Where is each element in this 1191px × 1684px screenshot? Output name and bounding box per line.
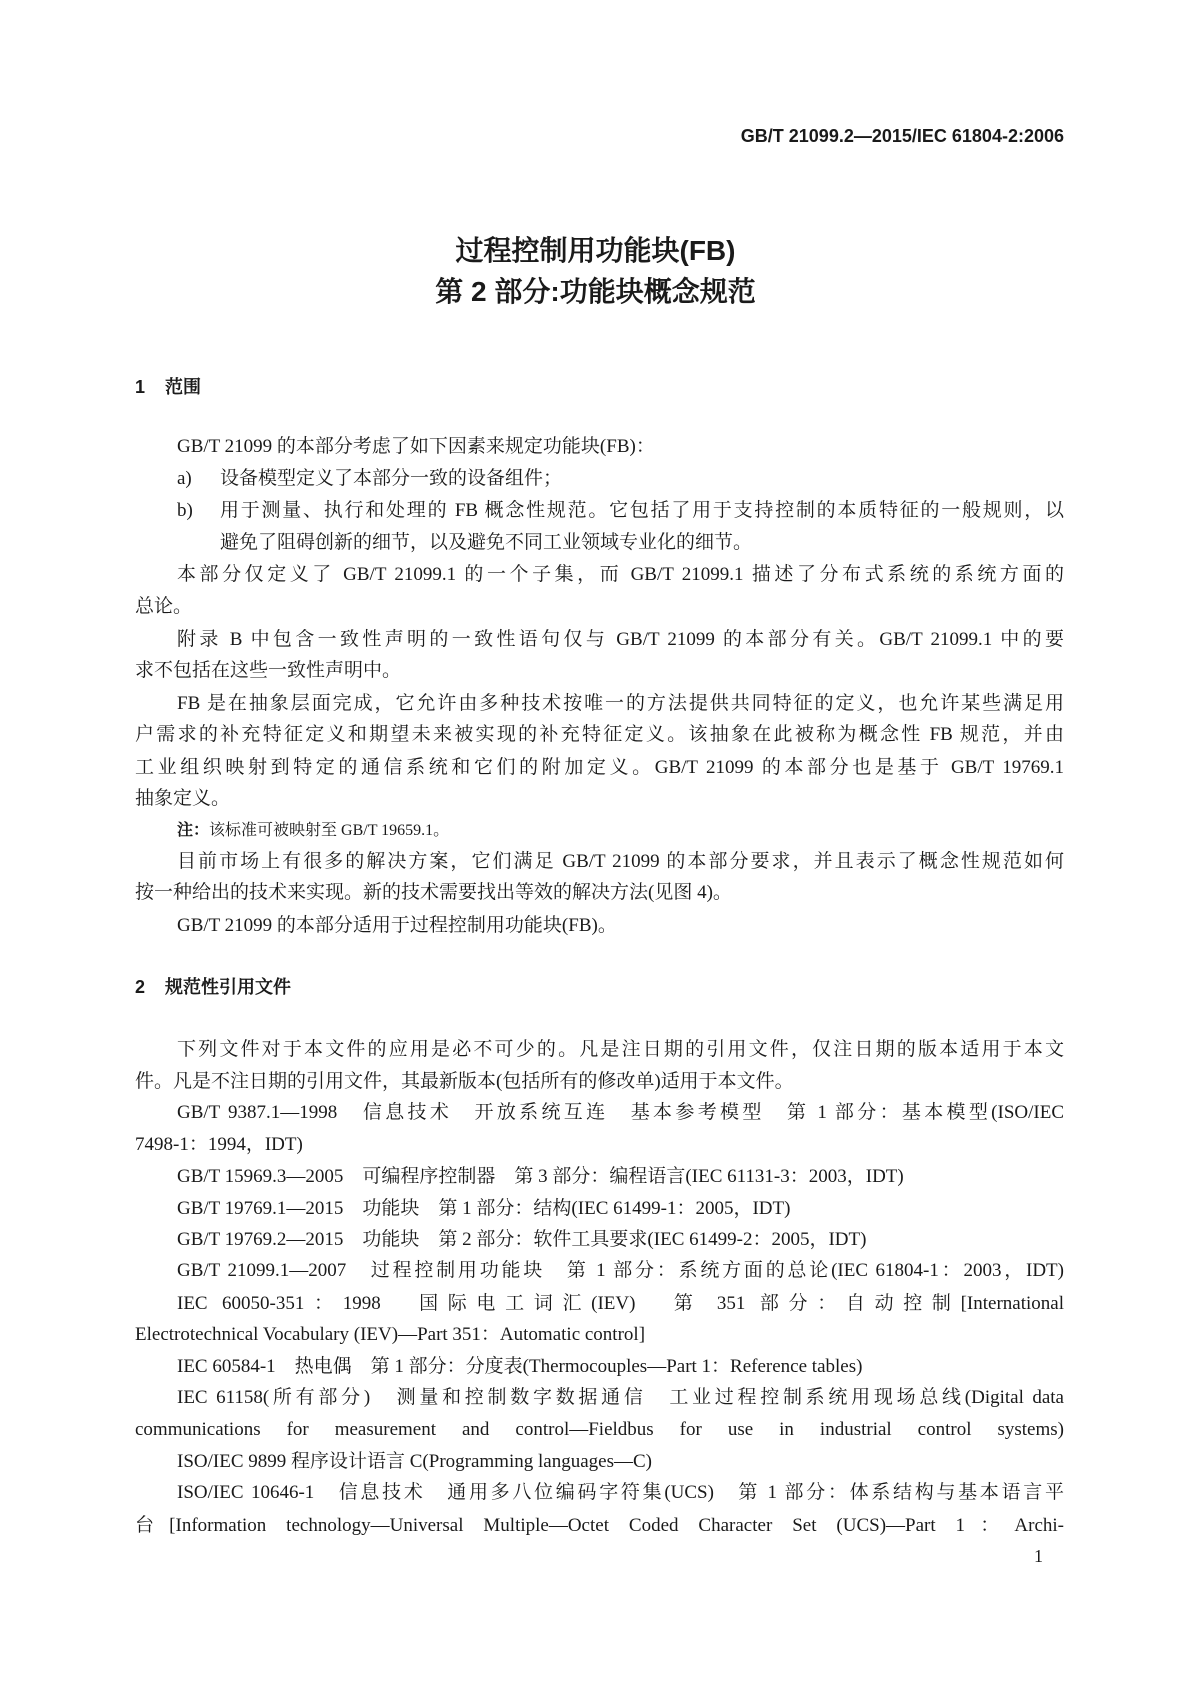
section-title: 规范性引用文件	[165, 977, 291, 997]
reference-item: GB/T 9387.1—1998 信息技术 开放系统互连 基本参考模型 第 1 部分：基本模型(ISO/IEC	[177, 1102, 1064, 1123]
paragraph-line: 总论。	[135, 596, 193, 617]
document-title: 过程控制用功能块(FB)	[455, 235, 736, 266]
paragraph-line: 抽象定义。	[135, 788, 231, 809]
reference-item: GB/T 21099.1—2007 过程控制用功能块 第 1 部分：系统方面的总论(IEC 61804-1：2003，IDT)	[177, 1260, 1064, 1281]
reference-item: GB/T 19769.2—2015 功能块 第 2 部分：软件工具要求(IEC 61499-2：2005，IDT)	[177, 1229, 867, 1250]
list-label: a)	[177, 468, 192, 489]
reference-item: IEC 60050-351：1998 国际电工词汇(IEV) 第 351 部分：自动控制[International	[177, 1293, 1064, 1314]
paragraph-line: GB/T 21099 的本部分考虑了如下因素来规定功能块(FB)：	[177, 436, 655, 457]
paragraph-line: GB/T 21099 的本部分适用于过程控制用功能块(FB)。	[177, 915, 617, 936]
note-label: 注：	[177, 822, 210, 839]
reference-item-continuation: 7498-1：1994，IDT)	[135, 1134, 303, 1155]
reference-item: GB/T 19769.1—2015 功能块 第 1 部分：结构(IEC 61499-1：2005，IDT)	[177, 1198, 791, 1219]
reference-item-continuation: 台[Information technology—Universal Multiple—Octet Coded Character Set (UCS)—Part 1：Archi-	[135, 1515, 1064, 1536]
paragraph-line: 本部分仅定义了 GB/T 21099.1 的一个子集，而 GB/T 21099.1 描述了分布式系统的系统方面的	[177, 564, 1064, 585]
reference-item: ISO/IEC 10646-1 信息技术 通用多八位编码字符集(UCS) 第 1 部分：体系结构与基本语言平	[177, 1482, 1064, 1503]
note-text: 该标准可被映射至 GB/T 19659.1。	[209, 822, 450, 839]
paragraph-line: 附录 B 中包含一致性声明的一致性语句仅与 GB/T 21099 的本部分有关。GB/T 21099.1 中的要	[177, 629, 1064, 650]
note	[177, 815, 449, 847]
reference-item: GB/T 15969.3—2005 可编程序控制器 第 3 部分：编程语言(IEC 61131-3：2003，IDT)	[177, 1166, 904, 1187]
reference-item: IEC 61158(所有部分) 测量和控制数字数据通信 工业过程控制系统用现场总线(Digital data	[177, 1387, 1064, 1408]
section-number: 1	[135, 377, 146, 397]
page-number: 1	[1034, 1546, 1043, 1566]
document-subtitle: 第 2 部分:功能块概念规范	[435, 276, 756, 307]
section-heading-scope	[135, 371, 201, 403]
paragraph-line: 下列文件对于本文件的应用是必不可少的。凡是注日期的引用文件，仅注日期的版本适用于本文	[177, 1039, 1064, 1060]
paragraph-line: 按一种给出的技术来实现。新的技术需要找出等效的解决方法(见图 4)。	[135, 882, 732, 903]
list-label: b)	[177, 500, 193, 521]
reference-item-continuation: communications for measurement and control—Fieldbus for use in industrial control systems)	[135, 1419, 1064, 1440]
list-item: 设备模型定义了本部分一致的设备组件；	[220, 468, 563, 489]
section-heading-normative-references	[135, 971, 291, 1003]
list-item-continuation: 避免了阻碍创新的细节，以及避免不同工业领域专业化的细节。	[220, 532, 753, 553]
paragraph-line: 工业组织映射到特定的通信系统和它们的附加定义。GB/T 21099 的本部分也是基于 GB/T 19769.1	[135, 757, 1064, 778]
paragraph-line: FB 是在抽象层面完成，它允许由多种技术按唯一的方法提供共同特征的定义，也允许某些满足用	[177, 693, 1064, 714]
reference-item: ISO/IEC 9899 程序设计语言 C(Programming languages—C)	[177, 1451, 652, 1472]
section-title: 范围	[165, 377, 201, 397]
reference-item: IEC 60584-1 热电偶 第 1 部分：分度表(Thermocouples—Part 1：Reference tables)	[177, 1356, 863, 1377]
section-number: 2	[135, 977, 146, 997]
paragraph-line: 户需求的补充特征定义和期望未来被实现的补充特征定义。该抽象在此被称为概念性 FB 规范，并由	[135, 724, 1064, 745]
standard-code-header: GB/T 21099.2—2015/IEC 61804-2:2006	[740, 126, 1064, 146]
list-item: 用于测量、执行和处理的 FB 概念性规范。它包括了用于支持控制的本质特征的一般规则，以	[220, 500, 1064, 521]
reference-item-continuation: Electrotechnical Vocabulary (IEV)—Part 351：Automatic control]	[135, 1324, 646, 1345]
paragraph-line: 目前市场上有很多的解决方案，它们满足 GB/T 21099 的本部分要求，并且表示了概念性规范如何	[177, 851, 1064, 872]
paragraph-line: 求不包括在这些一致性声明中。	[135, 660, 402, 681]
paragraph-line: 件。凡是不注日期的引用文件，其最新版本(包括所有的修改单)适用于本文件。	[135, 1071, 794, 1092]
